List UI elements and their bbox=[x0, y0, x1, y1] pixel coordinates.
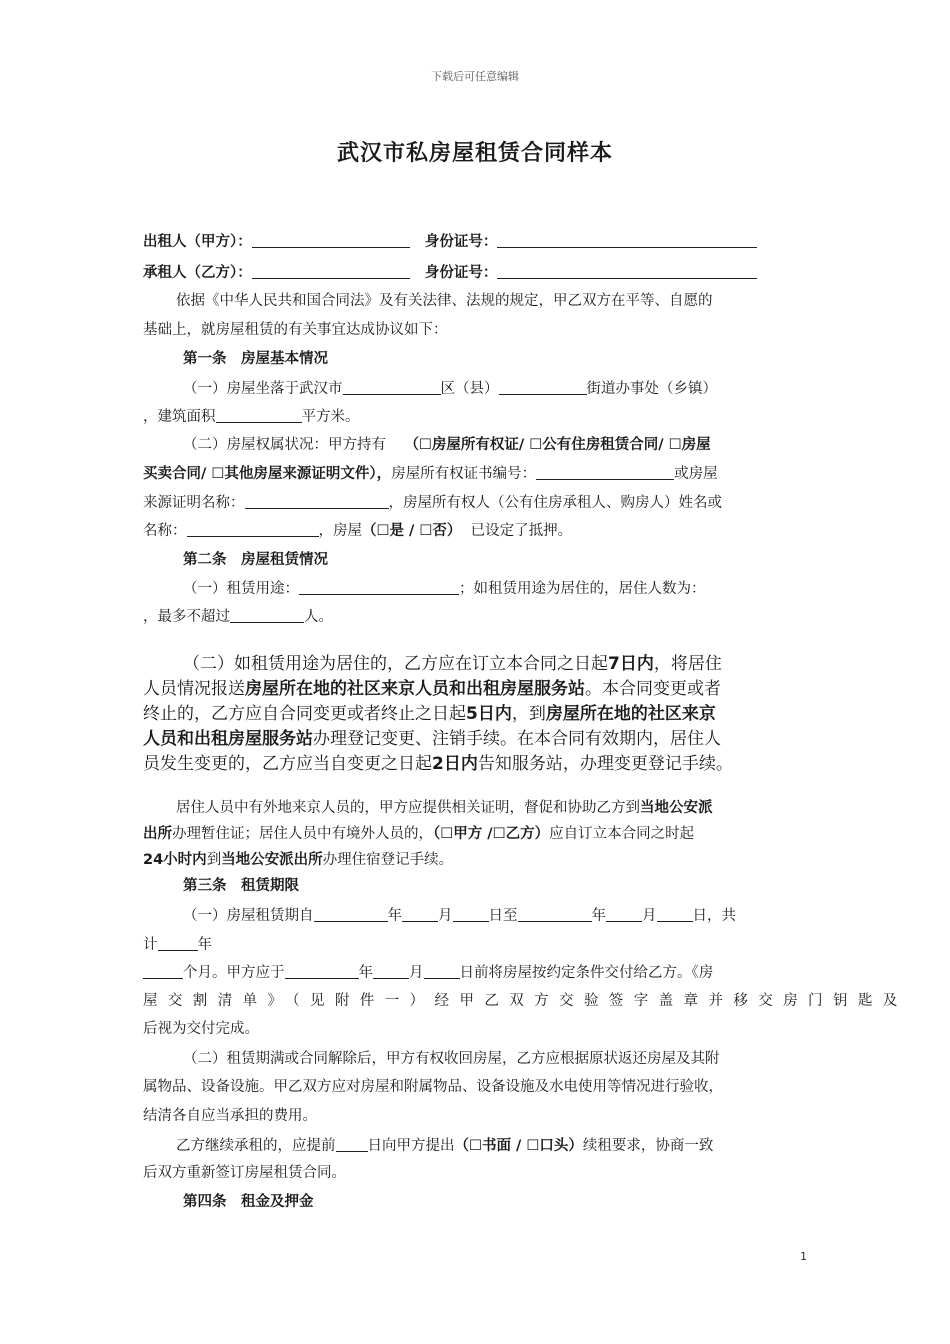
nonlocal-line-1 bbox=[143, 798, 846, 818]
term-line-5: 后视为交付完成。 bbox=[143, 1021, 259, 1037]
party-a-id-label: 身份证号： bbox=[424, 234, 498, 250]
residence-text: ，将居住 bbox=[653, 654, 722, 674]
residence-line-1 bbox=[143, 652, 853, 676]
residence-text: ，到 bbox=[511, 704, 546, 724]
party-a-row bbox=[143, 231, 813, 252]
party-a-id-blank[interactable] bbox=[497, 231, 757, 248]
renew-text: 日向甲方提出 bbox=[367, 1138, 455, 1154]
residence-line-5 bbox=[143, 752, 813, 776]
start-month-blank[interactable] bbox=[402, 905, 438, 922]
end-year-blank[interactable] bbox=[518, 905, 592, 922]
month-text: 月 bbox=[642, 908, 657, 924]
service-station: 人员和出租房屋服务站 bbox=[143, 729, 313, 749]
renew-method-options[interactable]: （☐书面 / ☐口头） bbox=[454, 1138, 583, 1154]
deadline-7-days: 7日内 bbox=[608, 654, 654, 674]
party-b-label: 承租人（乙方）： bbox=[143, 265, 252, 281]
owner-name-blank[interactable] bbox=[187, 520, 319, 537]
name-label: 名称： bbox=[143, 523, 187, 539]
ownership-text: （二）房屋权属状况：甲方持有 bbox=[183, 437, 386, 453]
residence-text: 。本合同变更或者 bbox=[585, 679, 721, 699]
term-line-1 bbox=[143, 905, 853, 926]
renew-text: 乙方继续承租的，应提前 bbox=[176, 1138, 336, 1154]
to-text: 日至 bbox=[488, 908, 518, 924]
street-blank[interactable] bbox=[499, 378, 587, 395]
certificate-number-blank[interactable] bbox=[536, 463, 674, 480]
certificate-number-label: 房屋所有权证书编号： bbox=[391, 466, 537, 482]
area-blank[interactable] bbox=[216, 406, 302, 423]
person-unit: 人。 bbox=[304, 609, 333, 625]
residence-text: 告知服务站，办理变更登记手续。 bbox=[477, 754, 733, 774]
end-day-blank[interactable] bbox=[657, 905, 693, 922]
use-blank[interactable] bbox=[299, 578, 459, 595]
delivery-year-blank[interactable] bbox=[285, 962, 359, 979]
nonlocal-text: 居住人员中有外地来京人员的，甲方应提供相关证明，督促和协助乙方到 bbox=[176, 800, 640, 816]
term-text: （一）房屋租赁期自 bbox=[183, 908, 314, 924]
service-station: 房屋所在地的社区来京人员和出租房屋服务站 bbox=[245, 679, 585, 699]
delivery-month-blank[interactable] bbox=[373, 962, 409, 979]
ownership-options-cont[interactable]: 买卖合同/ ☐其他房屋来源证明文件）， bbox=[143, 466, 392, 482]
end-month-blank[interactable] bbox=[606, 905, 642, 922]
year-text: 年 bbox=[387, 908, 402, 924]
nonlocal-text: 到 bbox=[206, 852, 222, 868]
article-1-ownership-4 bbox=[143, 520, 813, 541]
registrant-options[interactable]: （☐甲方 /☐乙方） bbox=[433, 826, 550, 842]
party-a-name-blank[interactable] bbox=[252, 231, 410, 248]
article-2-max bbox=[143, 606, 813, 627]
source-name-blank[interactable] bbox=[245, 492, 389, 509]
total-months-blank[interactable] bbox=[143, 962, 183, 979]
residence-text: （二）如租赁用途为居住的，乙方应在订立本合同之日起 bbox=[183, 654, 608, 674]
mortgage-options[interactable]: （☐是 / ☐否） bbox=[362, 523, 462, 539]
deadline-24-hours: 24小时内 bbox=[143, 852, 207, 868]
article-1-ownership-3 bbox=[143, 492, 813, 513]
year-text: 年 bbox=[197, 937, 212, 953]
total-text: 日，共 bbox=[692, 908, 736, 924]
renew-line-2: 后双方重新签订房屋租赁合同。 bbox=[143, 1165, 346, 1181]
page-title: 武汉市私房屋租赁合同样本 bbox=[336, 141, 613, 166]
article-1-heading: 第一条 房屋基本情况 bbox=[183, 351, 328, 367]
month-text: 月 bbox=[409, 965, 424, 981]
residence-text: 终止的，乙方应自合同变更或者终止之日起 bbox=[143, 704, 466, 724]
deadline-2-days: 2日内 bbox=[432, 754, 478, 774]
page-number: 1 bbox=[800, 1250, 807, 1263]
party-b-id-label: 身份证号： bbox=[424, 265, 498, 281]
house-text: ，房屋 bbox=[318, 523, 362, 539]
renew-days-blank[interactable] bbox=[336, 1135, 368, 1152]
delivery-day-blank[interactable] bbox=[424, 962, 460, 979]
article-1-ownership-1 bbox=[143, 435, 853, 455]
party-b-name-blank[interactable] bbox=[252, 262, 410, 279]
residence-line-2 bbox=[143, 677, 813, 701]
use-label: （一）租赁用途： bbox=[183, 581, 299, 597]
nonlocal-text: 应自订立本合同之时起 bbox=[549, 826, 695, 842]
party-b-id-blank[interactable] bbox=[497, 262, 757, 279]
mortgage-text: 已设定了抵押。 bbox=[470, 523, 573, 539]
article-2-use bbox=[143, 578, 853, 599]
source-name-label: 来源证明名称： bbox=[143, 495, 245, 511]
article-3-heading: 第三条 租赁期限 bbox=[183, 878, 299, 894]
article-1-area bbox=[143, 406, 813, 427]
party-b-row bbox=[143, 262, 813, 283]
max-label: ，最多不超过 bbox=[143, 609, 230, 625]
month-text: 月 bbox=[438, 908, 453, 924]
nonlocal-text: 办理暂住证；居住人员中有境外人员的， bbox=[172, 826, 433, 842]
occupants-label: ；如租赁用途为居住的，居住人数为： bbox=[459, 581, 706, 597]
residence-text: 办理登记变更、注销手续。在本合同有效期内，居住人 bbox=[313, 729, 721, 749]
renew-text: 续租要求，协商一致 bbox=[582, 1138, 714, 1154]
district-text: 区（县） bbox=[440, 381, 499, 397]
residence-line-3 bbox=[143, 702, 813, 726]
residence-line-4 bbox=[143, 727, 813, 751]
police-station: 当地公安派出所 bbox=[221, 852, 323, 868]
area-unit: 平方米。 bbox=[301, 409, 360, 425]
article-1-location bbox=[143, 378, 853, 399]
return-line-3: 结清各自应当承担的费用。 bbox=[143, 1108, 317, 1124]
return-line-2: 属物品、设备设施。甲乙双方应对房屋和附属物品、设备设施及水电使用等情况进行验收， bbox=[143, 1079, 723, 1095]
intro-line-1: 依据《中华人民共和国合同法》及有关法律、法规的规定，甲乙双方在平等、自愿的 bbox=[176, 293, 713, 309]
nonlocal-line-3 bbox=[143, 850, 813, 870]
street-text: 街道办事处（乡镇） bbox=[586, 381, 717, 397]
year-text: 年 bbox=[591, 908, 606, 924]
start-year-blank[interactable] bbox=[314, 905, 388, 922]
year-text: 年 bbox=[358, 965, 373, 981]
residence-text: 人员情况报送 bbox=[143, 679, 245, 699]
ownership-options[interactable]: （☐房屋所有权证/ ☐公有住房租赁合同/ ☐房屋 bbox=[404, 437, 711, 453]
article-4-heading: 第四条 租金及押金 bbox=[183, 1194, 314, 1210]
location-text: （一）房屋坐落于武汉市 bbox=[183, 381, 343, 397]
intro-line-2: 基础上，就房屋租赁的有关事宜达成协议如下： bbox=[143, 322, 448, 338]
deadline-5-days: 5日内 bbox=[466, 704, 512, 724]
article-2-heading: 第二条 房屋租赁情况 bbox=[183, 552, 328, 568]
residence-text: 员发生变更的，乙方应当自变更之日起 bbox=[143, 754, 432, 774]
start-day-blank[interactable] bbox=[453, 905, 489, 922]
article-1-ownership-2 bbox=[143, 463, 813, 484]
district-blank[interactable] bbox=[343, 378, 441, 395]
or-source-text: 或房屋 bbox=[674, 466, 718, 482]
term-line-4: 屋交割清单》（见附件一）经甲乙双方交验签字盖章并移交房门钥匙及 bbox=[143, 993, 908, 1009]
police-station: 当地公安派 bbox=[640, 800, 713, 816]
service-station: 房屋所在地的社区来京 bbox=[545, 704, 716, 724]
total-years-blank[interactable] bbox=[158, 934, 198, 951]
renew-line-1 bbox=[143, 1135, 846, 1156]
owner-name-label: ，房屋所有权人（公有住房承租人、购房人）姓名或 bbox=[388, 495, 722, 511]
nonlocal-line-2 bbox=[143, 824, 813, 844]
total-text: 计 bbox=[143, 937, 158, 953]
police-station: 出所 bbox=[143, 826, 172, 842]
max-occupants-blank[interactable] bbox=[230, 606, 304, 623]
nonlocal-text: 办理住宿登记手续。 bbox=[322, 852, 454, 868]
term-line-3 bbox=[143, 962, 813, 983]
return-line-1: （二）租赁期满或合同解除后，甲方有权收回房屋，乙方应根据原状返还房屋及其附 bbox=[183, 1051, 720, 1067]
term-line-2 bbox=[143, 934, 813, 955]
header-note: 下载后可任意编辑 bbox=[431, 70, 519, 83]
delivery-text: 个月。甲方应于 bbox=[183, 965, 285, 981]
party-a-label: 出租人（甲方）： bbox=[143, 234, 252, 250]
delivery-text: 日前将房屋按约定条件交付给乙方。《房 bbox=[459, 965, 714, 981]
area-text: ，建筑面积 bbox=[143, 409, 216, 425]
